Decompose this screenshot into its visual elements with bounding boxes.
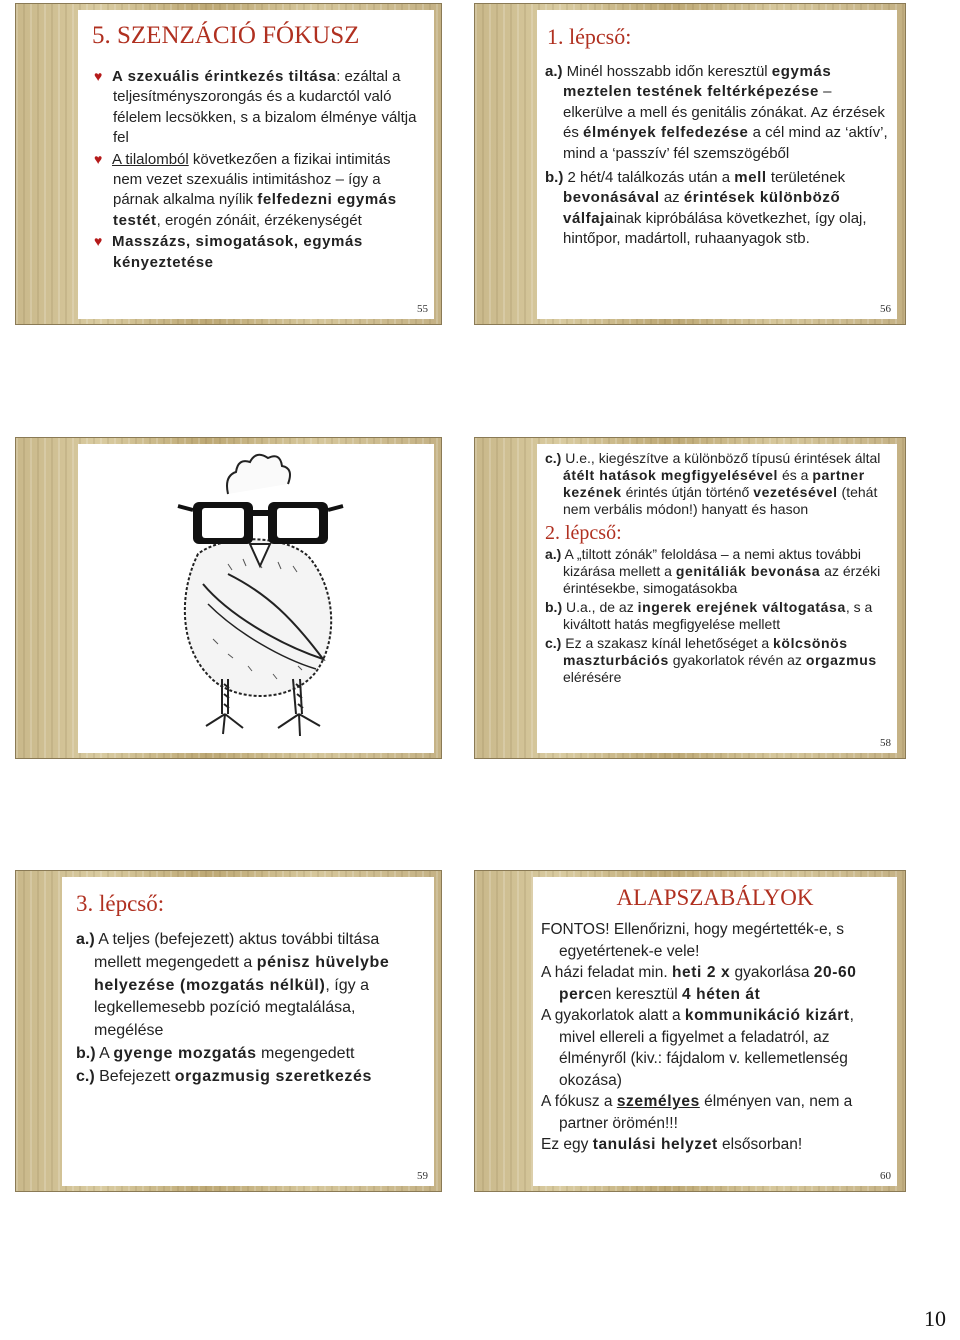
item-a: a.) A „tiltott zónák” feloldása – a nemi aktus további kizárása mellett a genitáliák bevonása az érzéki érintésekbe, simogatásokba: [545, 546, 881, 596]
bullet-1: ♥ A szexuális érintkezés tiltása: ezáltal a teljesítményszorongás és a kudarctól való félelem lecsökken, s a bizalom élménye váltja fel: [94, 68, 417, 147]
rule-5: Ez egy tanulási helyzet elsősorban!: [541, 1136, 803, 1153]
slide-58-body: [545, 450, 893, 686]
slide-55: [15, 3, 442, 325]
slide-57-panel: [78, 444, 434, 753]
slide-number: 60: [880, 1170, 891, 1182]
item-c: c.) U.e., kiegészítve a különböző típusú érintések által átélt hatások megfigyelésével és a partner kezének érintés útján történő vezetésével (tehát nem verbális módon!) hanyatt és hason: [545, 450, 881, 517]
slide-59-panel: [62, 877, 434, 1186]
rule-1: FONTOS! Ellenőrizni, hogy megértették-e, s egyetértenek-e vele!: [541, 921, 844, 960]
slide-58-panel: [537, 444, 897, 753]
item-a: a.) Minél hosszabb időn keresztül egymás meztelen testének feltérképezése – elkerülve a mell és genitális zónákat. Az érzések és élmények felfedezése a cél mind az ‘aktív’, mind a ‘passzív’ fél szemszögéből: [545, 63, 888, 162]
slide-58-subtitle: 2. lépcső:: [545, 522, 622, 544]
slide-59-title: 3. lépcső:: [76, 891, 165, 916]
slide-58: [474, 437, 906, 759]
slide-number: 59: [417, 1170, 428, 1182]
heart-icon: ♥: [94, 150, 103, 167]
slide-56-title: 1. lépcső:: [547, 24, 632, 49]
bullet-3: ♥ Masszázs, simogatások, egymás kényeztetése: [94, 233, 363, 271]
slide-56-panel: [537, 10, 897, 319]
item-a: a.) A teljes (befejezett) aktus további tiltása mellett megengedett a pénisz hüvelybe helyezése (mozgatás nélkül), így a legkellemesebb pozíció megtalálása, megélése: [76, 931, 390, 1040]
slide-57: [15, 437, 442, 759]
slide-59: [15, 870, 442, 1192]
slide-number: 58: [880, 737, 891, 749]
slide-60: [474, 870, 906, 1192]
slide-60-panel: [533, 877, 897, 1186]
rule-3: A gyakorlatok alatt a kommunikáció kizárt, mivel ellereli a figyelmet a feladatról, az élményről (kiv.: fájdalom v. kellemetlenség okozása): [541, 1007, 854, 1089]
heart-icon: ♥: [94, 68, 103, 84]
chicken-with-sunglasses-illustration: [78, 444, 434, 753]
item-c: c.) Befejezett orgazmusig szeretkezés: [76, 1067, 372, 1085]
page-number: 10: [924, 1306, 946, 1331]
slide-59-body: [76, 929, 406, 1089]
rule-4: A fókusz a személyes élményen van, nem a partner örömén!!!: [541, 1093, 853, 1132]
slide-number: 56: [880, 303, 891, 315]
slide-55-panel: [78, 10, 434, 319]
slide-56: [474, 3, 906, 325]
rule-2: A házi feladat min. heti 2 x gyakorlása 20-60 percen keresztül 4 héten át: [541, 964, 857, 1003]
slide-55-body: [94, 66, 422, 273]
item-b: b.) U.a., de az ingerek erejének váltogatása, s a kiváltott hatás megfigyelése mellett: [545, 599, 873, 632]
slide-60-title: ALAPSZABÁLYOK: [616, 885, 814, 910]
heart-icon: ♥: [94, 233, 103, 250]
slide-60-body: [541, 919, 893, 1156]
slide-56-body: [545, 62, 895, 250]
item-b: b.) A gyenge mozgatás megengedett: [76, 1044, 355, 1062]
slide-number: 55: [417, 303, 428, 315]
item-b: b.) 2 hét/4 találkozás után a mell területének bevonásával az érintések különböző válfajainak kipróbálása következhet, így olaj, hintőpor, madártoll, ruhaanyagok stb.: [545, 169, 867, 248]
bullet-2: ♥ A tilalomból következően a fizikai intimitás nem vezet szexuális intimitáshoz – így a párnak alkalma nyílik felfedezni egymás testét, erogén zónáit, érzékenységét: [94, 150, 397, 229]
slide-55-title: 5. SZENZÁCIÓ FÓKUSZ: [92, 22, 360, 49]
item-c2: c.) Ez a szakasz kínál lehetőséget a kölcsönös maszturbációs gyakorlatok révén az orgazmus elérésére: [545, 635, 877, 685]
